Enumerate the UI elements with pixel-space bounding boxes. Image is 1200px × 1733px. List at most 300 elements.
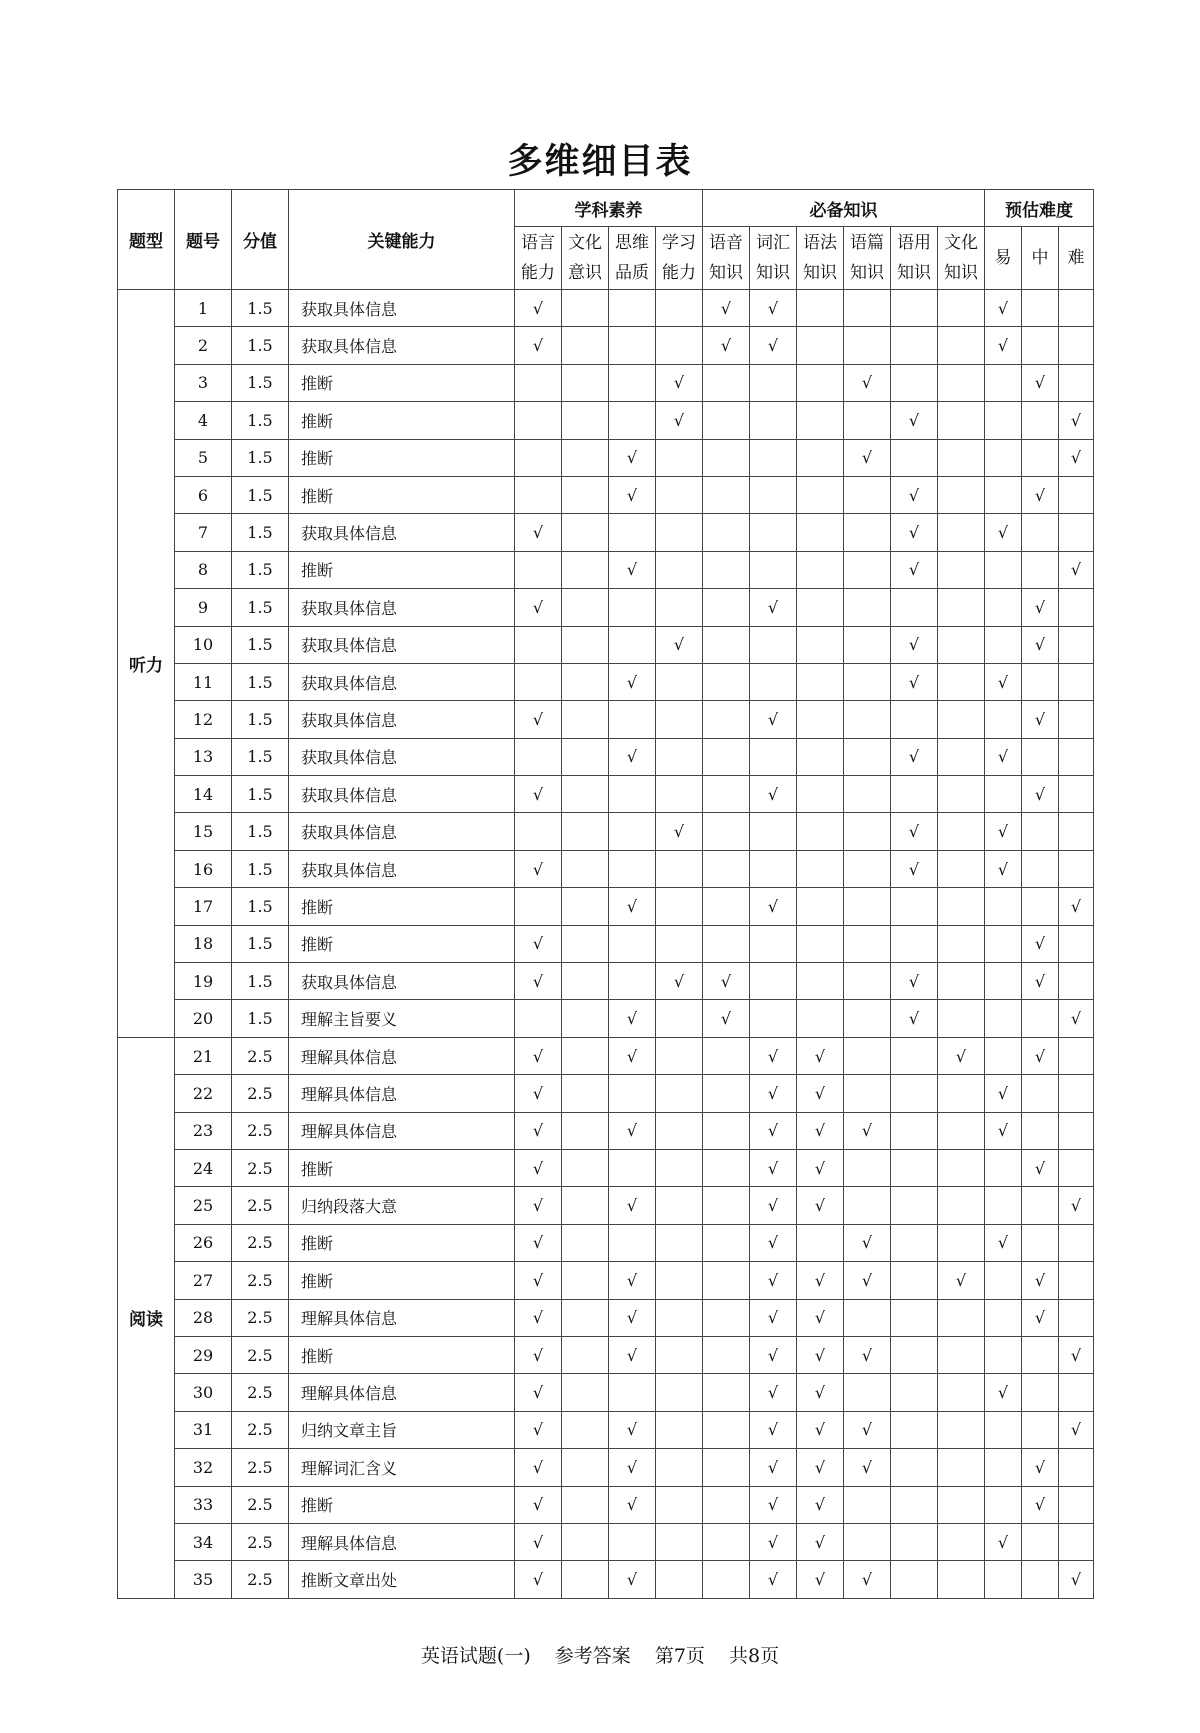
table-row <box>118 1561 1094 1598</box>
check-cell <box>797 290 844 327</box>
header-subcol <box>562 227 609 290</box>
check-cell <box>750 701 797 738</box>
check-mark: √ <box>861 1121 873 1141</box>
check-cell <box>891 290 938 327</box>
check-cell <box>891 1075 938 1112</box>
check-cell <box>985 1411 1022 1448</box>
check-cell <box>797 813 844 850</box>
question-number: 7 <box>175 514 232 551</box>
check-cell <box>1022 1486 1059 1523</box>
check-cell <box>797 1224 844 1261</box>
table-row <box>118 1112 1094 1149</box>
check-cell <box>609 402 656 439</box>
check-cell <box>515 963 562 1000</box>
check-mark: √ <box>626 747 638 767</box>
check-cell <box>844 514 891 551</box>
check-cell <box>938 1262 985 1299</box>
check-cell <box>844 1523 891 1560</box>
check-cell <box>985 364 1022 401</box>
check-mark: √ <box>814 1569 826 1589</box>
check-mark: √ <box>532 971 544 991</box>
check-cell <box>656 1000 703 1037</box>
check-mark: √ <box>908 485 920 505</box>
table-row <box>118 1299 1094 1336</box>
check-mark: √ <box>1034 485 1046 505</box>
score-value: 1.5 <box>232 364 289 401</box>
check-cell <box>515 1037 562 1074</box>
check-cell <box>985 1149 1022 1186</box>
score-value: 2.5 <box>232 1224 289 1261</box>
header-subcol-line: 能力 <box>662 263 696 283</box>
header-subcol-line: 能力 <box>521 263 555 283</box>
check-mark: √ <box>767 784 779 804</box>
question-number: 34 <box>175 1523 232 1560</box>
check-cell <box>797 1000 844 1037</box>
header-subcol <box>985 227 1022 290</box>
score-value: 1.5 <box>232 701 289 738</box>
check-cell <box>515 290 562 327</box>
check-cell <box>797 1486 844 1523</box>
check-cell <box>1022 813 1059 850</box>
section-label: 阅读 <box>118 1037 175 1598</box>
check-cell <box>609 1112 656 1149</box>
key-ability: 推断 <box>289 364 515 401</box>
check-cell <box>1059 290 1094 327</box>
check-cell <box>750 327 797 364</box>
key-ability: 获取具体信息 <box>289 589 515 626</box>
check-cell <box>985 1523 1022 1560</box>
check-cell <box>703 776 750 813</box>
check-mark: √ <box>532 1420 544 1440</box>
check-cell <box>1059 626 1094 663</box>
check-cell <box>844 1486 891 1523</box>
check-cell <box>1059 1486 1094 1523</box>
key-ability: 获取具体信息 <box>289 663 515 700</box>
score-value: 1.5 <box>232 626 289 663</box>
check-cell <box>609 663 656 700</box>
table-row <box>118 402 1094 439</box>
check-cell <box>515 476 562 513</box>
check-cell <box>891 327 938 364</box>
check-cell <box>797 925 844 962</box>
check-mark: √ <box>861 1345 873 1365</box>
check-cell <box>515 514 562 551</box>
check-cell <box>797 701 844 738</box>
check-cell <box>938 327 985 364</box>
check-cell <box>703 1112 750 1149</box>
check-cell <box>844 402 891 439</box>
score-value: 1.5 <box>232 813 289 850</box>
check-cell <box>938 1000 985 1037</box>
header-num: 题号 <box>175 190 232 290</box>
check-mark: √ <box>532 1457 544 1477</box>
check-mark: √ <box>908 560 920 580</box>
table-row <box>118 1262 1094 1299</box>
check-cell <box>750 1149 797 1186</box>
check-mark: √ <box>861 1270 873 1290</box>
check-cell <box>562 589 609 626</box>
check-mark: √ <box>861 1569 873 1589</box>
check-cell <box>609 476 656 513</box>
key-ability: 推断 <box>289 1224 515 1261</box>
check-cell <box>656 1037 703 1074</box>
check-cell <box>1059 551 1094 588</box>
check-cell <box>656 1411 703 1448</box>
check-mark: √ <box>1070 896 1082 916</box>
check-mark: √ <box>767 1196 779 1216</box>
check-cell <box>656 701 703 738</box>
score-value: 2.5 <box>232 1336 289 1373</box>
check-cell <box>891 663 938 700</box>
key-ability: 获取具体信息 <box>289 701 515 738</box>
check-mark: √ <box>767 1270 779 1290</box>
check-cell <box>938 1523 985 1560</box>
key-ability: 推断 <box>289 1336 515 1373</box>
check-cell <box>609 551 656 588</box>
check-mark: √ <box>673 410 685 430</box>
check-cell <box>797 514 844 551</box>
check-cell <box>609 1262 656 1299</box>
check-cell <box>656 1523 703 1560</box>
check-cell <box>515 663 562 700</box>
check-cell <box>891 925 938 962</box>
check-mark: √ <box>997 1121 1009 1141</box>
check-mark: √ <box>767 336 779 356</box>
check-cell <box>938 476 985 513</box>
check-mark: √ <box>1070 410 1082 430</box>
check-cell <box>1059 776 1094 813</box>
check-mark: √ <box>626 896 638 916</box>
check-cell <box>1022 589 1059 626</box>
key-ability: 推断 <box>289 1149 515 1186</box>
header-subcol-line: 知识 <box>756 263 790 283</box>
check-mark: √ <box>626 1308 638 1328</box>
check-cell <box>562 1561 609 1598</box>
check-cell <box>891 402 938 439</box>
check-cell <box>609 1374 656 1411</box>
check-cell <box>656 776 703 813</box>
check-mark: √ <box>532 934 544 954</box>
score-value: 1.5 <box>232 402 289 439</box>
check-cell <box>515 1374 562 1411</box>
score-value: 2.5 <box>232 1299 289 1336</box>
check-cell <box>703 1486 750 1523</box>
check-cell <box>938 925 985 962</box>
check-cell <box>1059 1075 1094 1112</box>
check-cell <box>1022 1262 1059 1299</box>
check-cell <box>750 551 797 588</box>
question-number: 1 <box>175 290 232 327</box>
check-cell <box>515 1187 562 1224</box>
key-ability: 理解具体信息 <box>289 1037 515 1074</box>
check-cell <box>891 1187 938 1224</box>
check-mark: √ <box>1070 1420 1082 1440</box>
check-mark: √ <box>1034 373 1046 393</box>
check-cell <box>985 1075 1022 1112</box>
check-cell <box>844 1112 891 1149</box>
check-cell <box>938 776 985 813</box>
check-cell <box>609 1561 656 1598</box>
check-mark: √ <box>626 1495 638 1515</box>
check-cell <box>515 1411 562 1448</box>
table-row <box>118 364 1094 401</box>
check-cell <box>562 776 609 813</box>
check-mark: √ <box>767 1383 779 1403</box>
check-cell <box>1059 738 1094 775</box>
check-mark: √ <box>1034 635 1046 655</box>
check-cell <box>703 1000 750 1037</box>
check-mark: √ <box>1034 934 1046 954</box>
check-cell <box>609 813 656 850</box>
check-cell <box>1022 1187 1059 1224</box>
check-cell <box>562 1112 609 1149</box>
score-value: 1.5 <box>232 551 289 588</box>
check-cell <box>1059 888 1094 925</box>
check-cell <box>703 1336 750 1373</box>
check-mark: √ <box>767 1345 779 1365</box>
check-mark: √ <box>861 1420 873 1440</box>
check-cell <box>515 1262 562 1299</box>
question-number: 4 <box>175 402 232 439</box>
header-subcol-line: 知识 <box>850 263 884 283</box>
check-cell <box>656 813 703 850</box>
score-value: 2.5 <box>232 1262 289 1299</box>
question-number: 32 <box>175 1449 232 1486</box>
check-cell <box>562 963 609 1000</box>
check-mark: √ <box>1070 1345 1082 1365</box>
check-cell <box>515 402 562 439</box>
question-number: 13 <box>175 738 232 775</box>
check-cell <box>844 1262 891 1299</box>
check-cell <box>656 1299 703 1336</box>
check-mark: √ <box>814 1270 826 1290</box>
check-cell <box>562 626 609 663</box>
score-value: 2.5 <box>232 1149 289 1186</box>
check-cell <box>656 1449 703 1486</box>
check-cell <box>938 364 985 401</box>
check-cell <box>891 551 938 588</box>
header-subcol-line: 语用 <box>897 233 931 253</box>
key-ability: 理解具体信息 <box>289 1299 515 1336</box>
check-cell <box>938 1374 985 1411</box>
table-row <box>118 589 1094 626</box>
question-number: 16 <box>175 850 232 887</box>
check-mark: √ <box>767 1046 779 1066</box>
check-cell <box>656 402 703 439</box>
check-cell <box>656 290 703 327</box>
check-cell <box>1059 476 1094 513</box>
check-mark: √ <box>673 635 685 655</box>
check-mark: √ <box>997 523 1009 543</box>
check-cell <box>515 1449 562 1486</box>
check-cell <box>656 1561 703 1598</box>
check-cell <box>515 1075 562 1112</box>
check-cell <box>985 1561 1022 1598</box>
header-group-difficulty: 预估难度 <box>985 190 1094 227</box>
table-row <box>118 1224 1094 1261</box>
check-cell <box>609 1149 656 1186</box>
check-mark: √ <box>767 1569 779 1589</box>
check-cell <box>985 1486 1022 1523</box>
check-cell <box>703 290 750 327</box>
check-cell <box>515 1336 562 1373</box>
table-row <box>118 327 1094 364</box>
check-cell <box>844 701 891 738</box>
question-number: 5 <box>175 439 232 476</box>
check-mark: √ <box>720 336 732 356</box>
check-cell <box>656 626 703 663</box>
question-number: 35 <box>175 1561 232 1598</box>
check-mark: √ <box>767 709 779 729</box>
check-mark: √ <box>955 1270 967 1290</box>
check-mark: √ <box>767 298 779 318</box>
check-mark: √ <box>814 1532 826 1552</box>
check-cell <box>1059 1561 1094 1598</box>
check-cell <box>609 963 656 1000</box>
check-mark: √ <box>532 1495 544 1515</box>
check-mark: √ <box>814 1158 826 1178</box>
check-cell <box>985 327 1022 364</box>
check-cell <box>1022 514 1059 551</box>
check-cell <box>609 1299 656 1336</box>
check-cell <box>750 1112 797 1149</box>
key-ability: 获取具体信息 <box>289 514 515 551</box>
check-cell <box>985 1374 1022 1411</box>
table-row <box>118 738 1094 775</box>
check-cell <box>985 551 1022 588</box>
check-cell <box>844 738 891 775</box>
score-value: 1.5 <box>232 327 289 364</box>
check-mark: √ <box>814 1420 826 1440</box>
check-cell <box>703 1374 750 1411</box>
header-subcol-line: 中 <box>1031 248 1049 268</box>
header-subcol-line: 语音 <box>709 233 743 253</box>
check-cell <box>938 1075 985 1112</box>
check-mark: √ <box>532 1383 544 1403</box>
question-number: 12 <box>175 701 232 738</box>
question-number: 11 <box>175 663 232 700</box>
check-cell <box>703 1037 750 1074</box>
check-cell <box>985 1299 1022 1336</box>
header-ability: 关键能力 <box>289 190 515 290</box>
question-number: 6 <box>175 476 232 513</box>
table-row <box>118 626 1094 663</box>
check-cell <box>844 1224 891 1261</box>
table-row <box>118 476 1094 513</box>
check-mark: √ <box>997 1532 1009 1552</box>
check-cell <box>844 1187 891 1224</box>
check-cell <box>1059 402 1094 439</box>
table-row <box>118 514 1094 551</box>
check-cell <box>703 439 750 476</box>
check-cell <box>1022 963 1059 1000</box>
check-mark: √ <box>861 373 873 393</box>
check-cell <box>1059 1449 1094 1486</box>
check-cell <box>891 963 938 1000</box>
check-cell <box>844 1374 891 1411</box>
check-cell <box>703 364 750 401</box>
check-cell <box>1022 1411 1059 1448</box>
check-cell <box>703 1561 750 1598</box>
check-cell <box>938 1149 985 1186</box>
check-cell <box>985 701 1022 738</box>
score-value: 2.5 <box>232 1523 289 1560</box>
check-cell <box>797 738 844 775</box>
check-cell <box>750 1449 797 1486</box>
table-row <box>118 1486 1094 1523</box>
check-mark: √ <box>532 298 544 318</box>
question-number: 10 <box>175 626 232 663</box>
check-cell <box>515 1112 562 1149</box>
check-cell <box>750 476 797 513</box>
check-cell <box>609 589 656 626</box>
check-cell <box>750 738 797 775</box>
check-cell <box>1022 1037 1059 1074</box>
key-ability: 获取具体信息 <box>289 290 515 327</box>
check-cell <box>1022 439 1059 476</box>
check-cell <box>515 1561 562 1598</box>
check-cell <box>703 1262 750 1299</box>
check-cell <box>609 1075 656 1112</box>
check-mark: √ <box>814 1495 826 1515</box>
check-cell <box>750 663 797 700</box>
question-number: 19 <box>175 963 232 1000</box>
check-cell <box>891 514 938 551</box>
check-mark: √ <box>997 1383 1009 1403</box>
check-mark: √ <box>1070 1569 1082 1589</box>
table-row <box>118 701 1094 738</box>
check-mark: √ <box>814 1457 826 1477</box>
check-cell <box>515 589 562 626</box>
check-cell <box>656 888 703 925</box>
score-value: 2.5 <box>232 1561 289 1598</box>
check-mark: √ <box>673 373 685 393</box>
check-mark: √ <box>1034 709 1046 729</box>
check-cell <box>938 551 985 588</box>
check-cell <box>938 738 985 775</box>
check-cell <box>985 1449 1022 1486</box>
check-cell <box>515 1486 562 1523</box>
check-mark: √ <box>997 298 1009 318</box>
header-subcol-line: 知识 <box>897 263 931 283</box>
check-mark: √ <box>1070 448 1082 468</box>
check-cell <box>656 1486 703 1523</box>
check-cell <box>985 1037 1022 1074</box>
check-cell <box>656 738 703 775</box>
check-cell <box>656 327 703 364</box>
section-label: 听力 <box>118 290 175 1038</box>
header-subcol <box>844 227 891 290</box>
check-cell <box>985 514 1022 551</box>
check-cell <box>797 1374 844 1411</box>
check-cell <box>515 1000 562 1037</box>
check-cell <box>562 1374 609 1411</box>
check-cell <box>515 439 562 476</box>
check-cell <box>797 476 844 513</box>
check-cell <box>609 1523 656 1560</box>
check-cell <box>797 626 844 663</box>
score-value: 1.5 <box>232 290 289 327</box>
check-cell <box>938 439 985 476</box>
check-cell <box>656 589 703 626</box>
score-value: 1.5 <box>232 925 289 962</box>
check-cell <box>515 776 562 813</box>
check-cell <box>938 514 985 551</box>
key-ability: 理解主旨要义 <box>289 1000 515 1037</box>
check-cell <box>703 1075 750 1112</box>
check-cell <box>844 1561 891 1598</box>
check-mark: √ <box>997 672 1009 692</box>
